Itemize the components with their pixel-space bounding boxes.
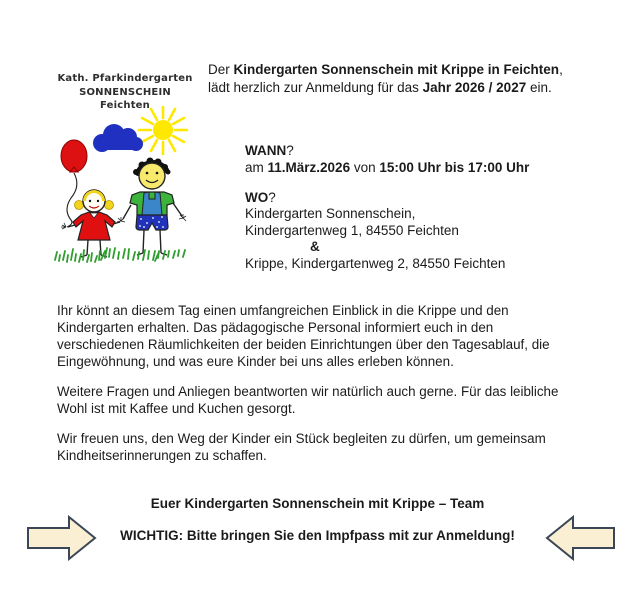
girl-hand-scribble	[61, 223, 66, 229]
where-kindergarten-name: Kindergarten Sonnenschein,	[245, 206, 416, 222]
when-details: am 11.März.2026 von 15:00 Uhr bis 17:00 Uhr	[245, 160, 530, 175]
paragraph-2: Weitere Fragen und Anliegen beantworten wir natürlich auch gerne. Für das leibliche Wohl ist mit Kaffee und Kuchen gesorgt.	[57, 384, 559, 416]
intro-text	[208, 61, 563, 96]
intro-line-2: lädt herzlich zur Anmeldung für das Jahr 2026 / 2027 ein.	[208, 79, 552, 95]
paragraph-1: Ihr könnt an diesem Tag einen umfangreichen Einblick in die Krippe und den Kindergarten erhalten. Das pädagogische Personal informiert euch in den verschiedenen Räumlichkeiten der beiden Einrichtungen über den Tagesablauf, die Eingewöhnung, und was eure Kinder bei uns alles erleben können.	[57, 303, 550, 369]
where-krippe-address: Krippe, Kindergartenweg 2, 84550 Feichten	[245, 255, 506, 271]
where-section	[245, 190, 505, 272]
children-drawing	[45, 106, 205, 266]
where-heading: WO?	[245, 190, 276, 205]
ampersand: &	[310, 239, 320, 255]
logo-line-org: Kath. Pfarkindergarten	[57, 73, 193, 84]
team-signature: Euer Kindergarten Sonnenschein mit Krippe – Team	[150, 496, 485, 511]
when-time: 15:00 Uhr bis 17:00 Uhr	[379, 160, 530, 175]
when-label: WANN	[245, 143, 287, 158]
when-date: 11.März.2026	[267, 160, 351, 175]
important-note: WICHTIG: Bitte bringen Sie den Impfpass mit zur Anmeldung!	[120, 528, 515, 543]
where-kindergarten-address: Kindergartenweg 1, 84550 Feichten	[245, 222, 459, 238]
paragraph-3: Wir freuen uns, den Weg der Kinder ein Stück begleiten zu dürfen, um gemeinsam Kindheitserinnerungen zu schaffen.	[57, 431, 546, 463]
logo-line-place: Feichten	[100, 100, 150, 111]
when-heading: WANN?	[245, 143, 294, 158]
logo-line-name: SONNENSCHEIN	[79, 86, 171, 98]
cloud-icon	[93, 124, 143, 152]
arrow-right-icon	[27, 515, 97, 561]
when-section	[245, 142, 529, 176]
intro-line-1: Der Kindergarten Sonnenschein mit Krippe in Feichten,	[208, 62, 563, 77]
body-text	[57, 302, 597, 477]
arrow-left-icon	[545, 515, 615, 561]
where-label: WO	[245, 190, 269, 205]
boy-figure	[117, 158, 186, 256]
sun-icon	[139, 107, 187, 154]
